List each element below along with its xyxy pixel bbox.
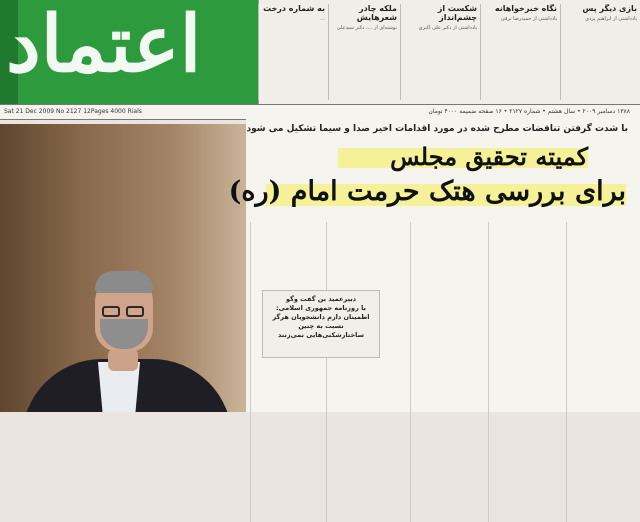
- headline-line-2[interactable]: برای بررسی هتک حرمت امام (ره): [228, 176, 626, 207]
- body-column: [326, 222, 408, 522]
- masthead-logo: اعتماد: [6, 0, 202, 90]
- teaser-4[interactable]: [328, 4, 400, 100]
- masthead: [0, 0, 258, 104]
- glasses-right-lens: [126, 306, 144, 317]
- teaser-headline: ملکه چادر شعرهایش: [356, 4, 397, 22]
- headline-line-1[interactable]: کمیته تحقیق مجلس: [390, 142, 588, 171]
- body-column: [488, 222, 564, 522]
- teaser-2[interactable]: [480, 4, 560, 100]
- sidebar-quote-box: [262, 290, 380, 358]
- dateline-persian: ۱۳۸۸ دسامبر ۲۰۰۹ • سال هشتم • شماره ۲۱۲۷ • ۱۶ صفحه ضمیمه ۴۰۰۰ تومان: [428, 108, 630, 115]
- body-column: [410, 222, 486, 522]
- teaser-1[interactable]: [560, 4, 640, 100]
- teaser-headline: به شماره درخت: [263, 4, 325, 13]
- teaser-strip: [258, 0, 640, 104]
- teaser-byline: یادداشتی از دکتر علی اکبری: [418, 25, 477, 31]
- quote-box-text: دبیرعمید بن گفت وگو با روزنامه جمهوری اسلامی: اطمینان دارم دانشجویان هرگز نسبت به چنین ساختارشکنی‌هایی نمی‌زنند: [272, 295, 370, 339]
- dateline-latin: Sat 21 Dec 2009 No 2127 12Pages 4000 Rials: [4, 108, 142, 115]
- teaser-byline: نوشته‌ای از ...، دکتر سیدعلی: [336, 25, 397, 31]
- lead-article: [228, 118, 640, 412]
- teaser-byline: پادداشتی از ابراهیم یزدی: [585, 16, 637, 22]
- photo-neck: [108, 349, 138, 371]
- teaser-headline: نگاه خبرخواهانه: [494, 4, 557, 13]
- article-kicker: با شدت گرفتن تناقضات مطرح شده در مورد اقدامات اخیر صدا و سیما تشکیل می شود: [246, 124, 628, 134]
- glasses-left-lens: [102, 306, 120, 317]
- body-column: [566, 222, 638, 522]
- teaser-headline: شکست از چشم‌انداز: [437, 4, 477, 22]
- body-column: [250, 222, 324, 522]
- teaser-5[interactable]: [258, 4, 328, 100]
- teaser-byline: ...: [320, 16, 325, 22]
- portrait-photo: [0, 124, 246, 412]
- teaser-3[interactable]: [400, 4, 480, 100]
- teaser-headline: بازی دیگر پس: [582, 4, 637, 13]
- photo-hair: [95, 271, 153, 293]
- teaser-byline: یادداشتی از حمیدرضا ترقی: [500, 16, 557, 22]
